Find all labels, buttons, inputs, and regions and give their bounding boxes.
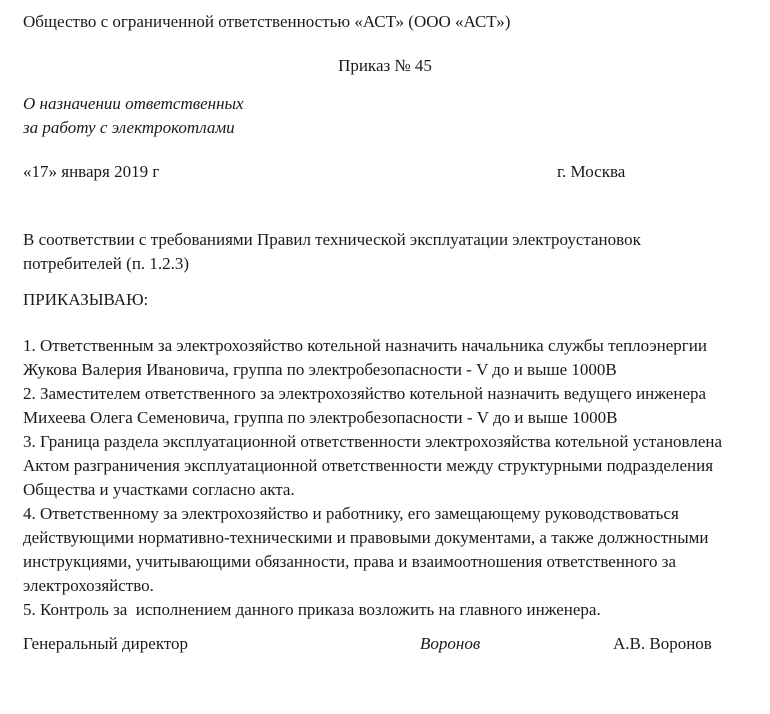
order-items-list	[23, 334, 745, 622]
order-item-1: 1. Ответственным за электрохозяйство котельной назначить начальника службы теплоэнергии Жукова Валерия Ивановича, группа по электробезопасности - V до и выше 1000В	[23, 336, 712, 379]
company-name-line: Общество с ограниченной ответственностью «АСТ» (ООО «АСТ»)	[23, 12, 511, 31]
signer-full-name: А.В. Воронов	[613, 634, 712, 653]
order-title: Приказ № 45	[338, 56, 432, 75]
signer-position: Генеральный директор	[23, 634, 189, 653]
signature-row	[23, 632, 747, 656]
order-item-4: 4. Ответственному за электрохозяйство и работнику, его замещающему руководствоваться действующими нормативно-техническими и правовыми документами, а также должностными инструкциями, учитывающими обязанности, права и взаимоотношения ответственного за электрохозяйство.	[23, 504, 713, 595]
order-subject	[23, 92, 747, 140]
order-item-5: 5. Контроль за исполнением данного приказа возложить на главного инженера.	[23, 600, 601, 619]
order-item-2: 2. Заместителем ответственного за электрохозяйство котельной назначить ведущего инженера Михеева Олега Семеновича, группа по электробезопасности - V до и выше 1000В	[23, 384, 711, 427]
date-city-row	[23, 160, 747, 184]
order-date: «17» января 2019 г	[23, 162, 160, 181]
subject-line-2: за работу с электрокотлами	[23, 118, 235, 137]
handwritten-signature: Воронов	[420, 634, 481, 653]
order-item-3: 3. Граница раздела эксплуатационной ответственности электрохозяйства котельной установлена Актом разграничения эксплуатационной ответственности между структурными подразделения Общества и участками согласно акта.	[23, 432, 727, 499]
directive-word: ПРИКАЗЫВАЮ:	[23, 290, 149, 309]
order-city: г. Москва	[557, 162, 626, 181]
subject-line-1: О назначении ответственных	[23, 94, 244, 113]
intro-paragraph: В соответствии с требованиями Правил технической эксплуатации электроустановок потребителей (п. 1.2.3)	[23, 230, 641, 273]
